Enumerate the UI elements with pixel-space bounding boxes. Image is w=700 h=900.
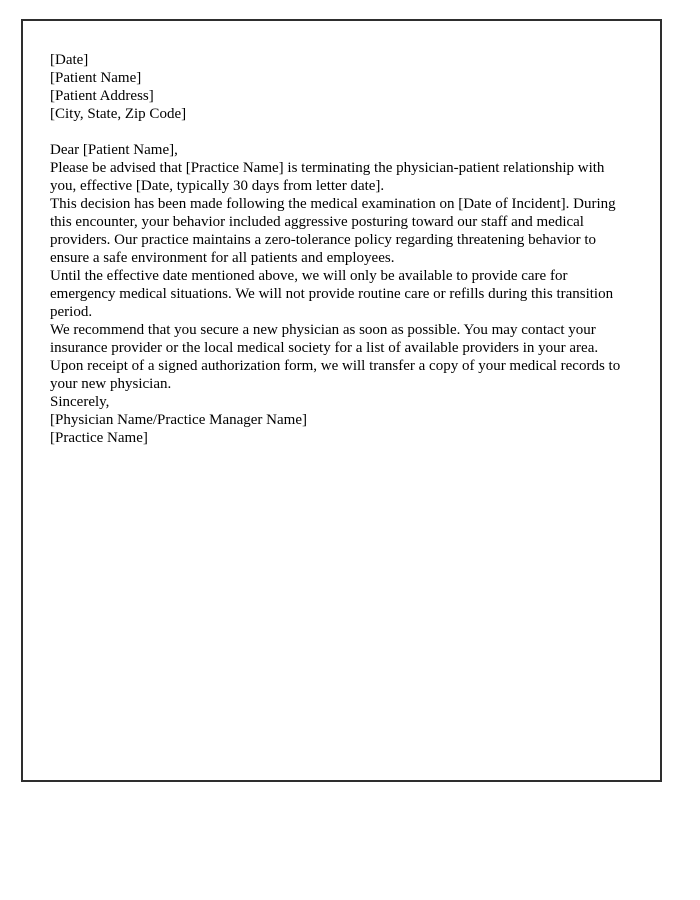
signature-block: [50, 411, 632, 447]
recipient-city-line: [City, State, Zip Code]: [50, 106, 187, 122]
recipient-block: [50, 69, 632, 123]
signature-name-line: [Physician Name/Practice Manager Name]: [50, 412, 307, 428]
closing: Sincerely,: [50, 394, 110, 410]
paragraph-reason: This decision has been made following the medical examination on [Date of Incident]. During this encounter, your behavior included aggressive posturing toward our staff and medical providers. Our practice maintains a zero-tolerance policy regarding threatening behavior to ensure a safe environment for all patients and employees.: [50, 196, 616, 266]
salutation: Dear [Patient Name],: [50, 142, 178, 158]
date-line: [Date]: [50, 52, 89, 68]
letter-page: [21, 19, 662, 782]
paragraph-termination-notice: Please be advised that [Practice Name] is terminating the physician-patient relationship with you, effective [Date, typically 30 days from letter date].: [50, 160, 605, 194]
recipient-name-line: [Patient Name]: [50, 70, 142, 86]
signature-practice-line: [Practice Name]: [50, 430, 148, 446]
paragraph-interim-care: Until the effective date mentioned above, we will only be available to provide care for emergency medical situations. We will not provide routine care or refills during this transition period.: [50, 268, 614, 320]
recipient-address-line: [Patient Address]: [50, 88, 154, 104]
paragraph-recommendation: We recommend that you secure a new physician as soon as possible. You may contact your insurance provider or the local medical society for a list of available providers in your area. Upon receipt of a signed authorization form, we will transfer a copy of your medical records to your new physician.: [50, 322, 621, 392]
